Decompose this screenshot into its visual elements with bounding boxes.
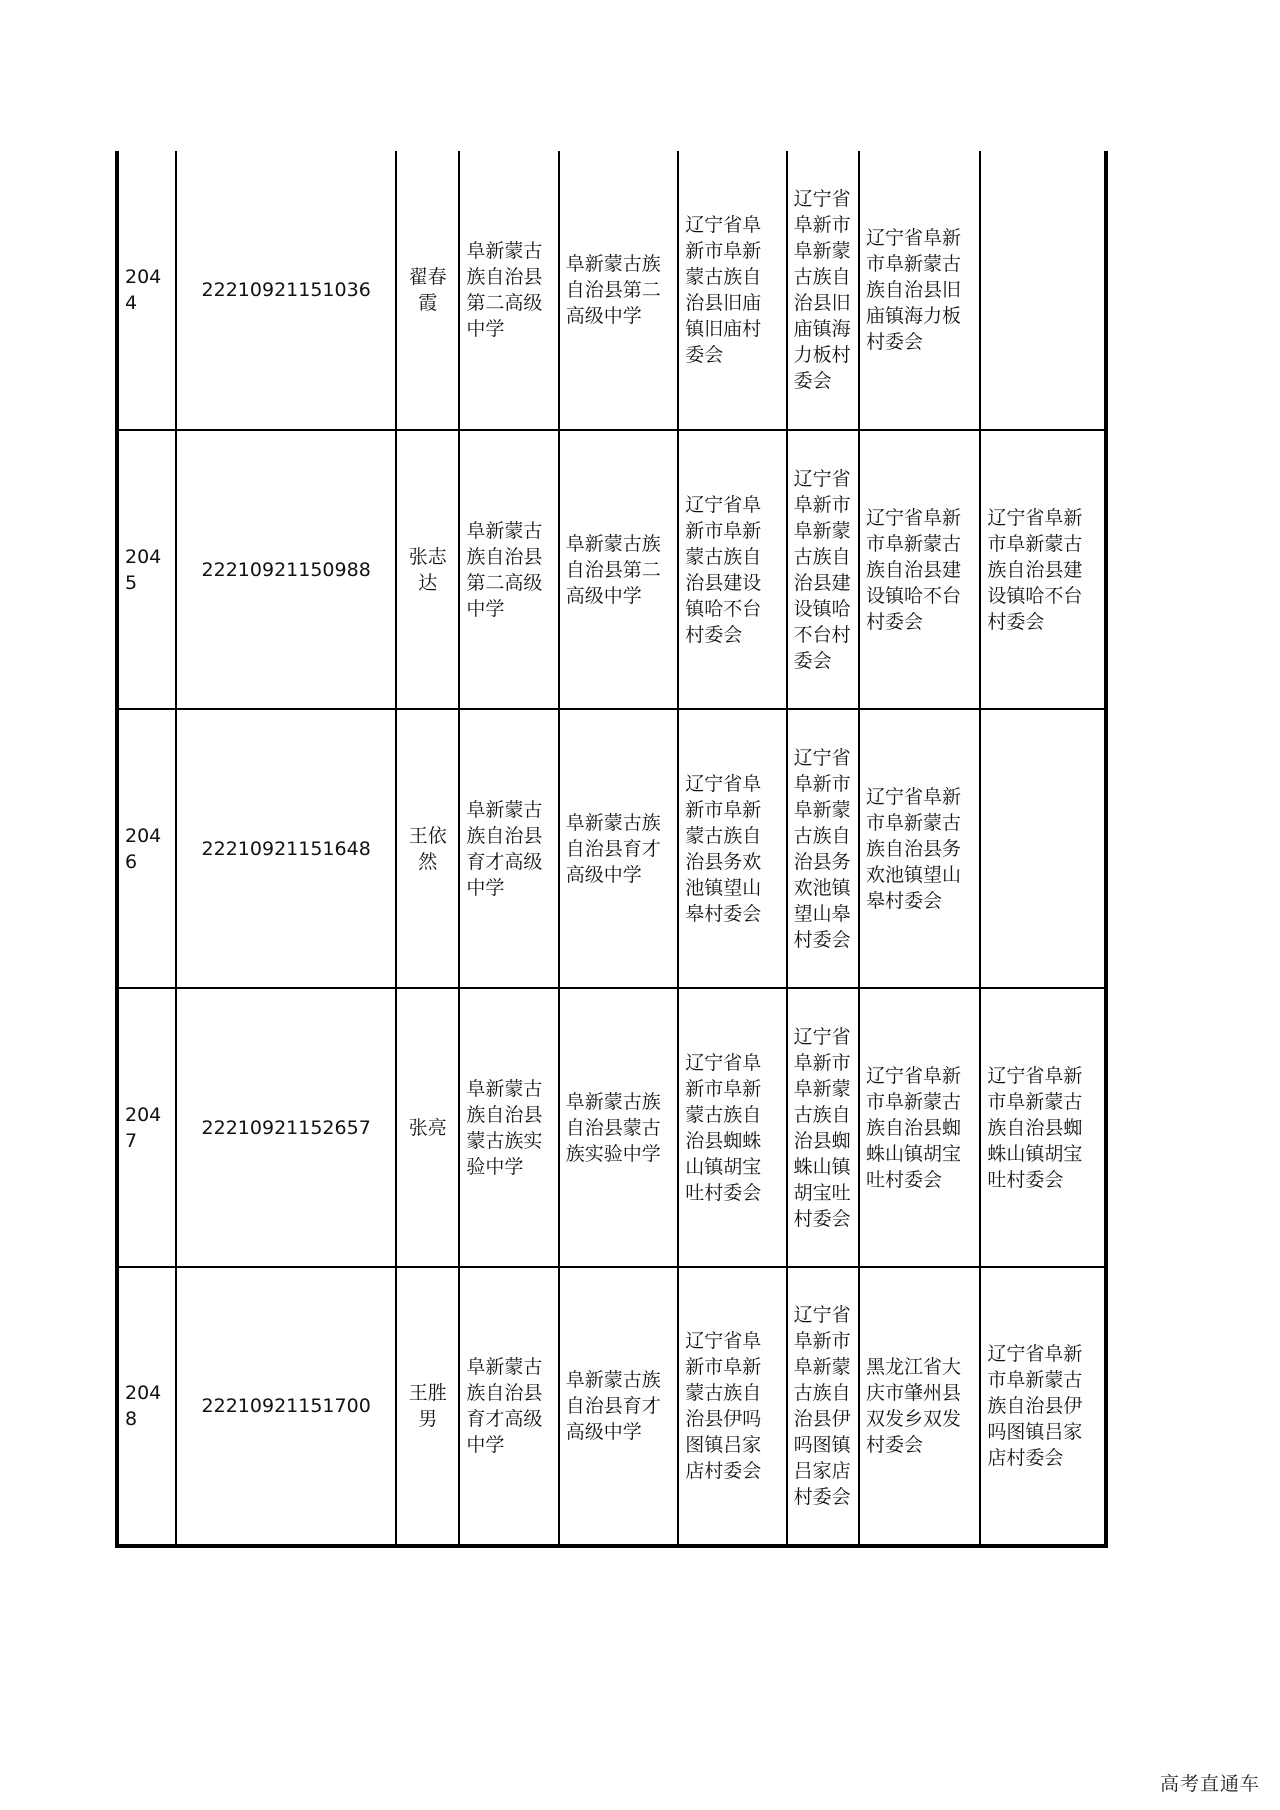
address-cell-1: 辽宁省阜新市阜新蒙古族自治县务欢池镇望山皋村委会 (678, 709, 786, 988)
address-cell-1: 辽宁省阜新市阜新蒙古族自治县建设镇哈不台村委会 (678, 430, 786, 709)
name-cell: 张亮 (396, 988, 459, 1267)
sequence-cell: 2047 (117, 988, 176, 1267)
school-cell-2: 阜新蒙古族自治县第二高级中学 (559, 430, 678, 709)
name-cell: 张志达 (396, 430, 459, 709)
address-cell-3: 辽宁省阜新市阜新蒙古族自治县建设镇哈不台村委会 (859, 430, 980, 709)
school-cell: 阜新蒙古族自治县育才高级中学 (459, 709, 558, 988)
address-cell-2: 辽宁省阜新市阜新蒙古族自治县伊吗图镇吕家店村委会 (787, 1267, 859, 1546)
school-cell: 阜新蒙古族自治县第二高级中学 (459, 151, 558, 430)
sequence-cell: 2045 (117, 430, 176, 709)
sequence-cell: 2046 (117, 709, 176, 988)
name-cell: 翟春霞 (396, 151, 459, 430)
address-cell-3: 辽宁省阜新市阜新蒙古族自治县蜘蛛山镇胡宝吐村委会 (859, 988, 980, 1267)
table-row (117, 988, 1106, 1267)
watermark-text: 高考直通车 (1159, 1773, 1260, 1795)
address-cell-4: 辽宁省阜新市阜新蒙古族自治县伊吗图镇吕家店村委会 (980, 1267, 1106, 1546)
school-cell: 阜新蒙古族自治县第二高级中学 (459, 430, 558, 709)
sequence-cell: 2048 (117, 1267, 176, 1546)
address-cell-3: 辽宁省阜新市阜新蒙古族自治县务欢池镇望山皋村委会 (859, 709, 980, 988)
id-number-cell: 22210921151648 (176, 709, 396, 988)
id-number-cell: 22210921150988 (176, 430, 396, 709)
address-cell-1: 辽宁省阜新市阜新蒙古族自治县伊吗图镇吕家店村委会 (678, 1267, 786, 1546)
school-cell-2: 阜新蒙古族自治县蒙古族实验中学 (559, 988, 678, 1267)
id-number-cell: 22210921151036 (176, 151, 396, 430)
address-cell-3: 黑龙江省大庆市肇州县双发乡双发村委会 (859, 1267, 980, 1546)
id-number-cell: 22210921152657 (176, 988, 396, 1267)
address-cell-2: 辽宁省阜新市阜新蒙古族自治县务欢池镇望山皋村委会 (787, 709, 859, 988)
name-cell: 王依然 (396, 709, 459, 988)
address-cell-1: 辽宁省阜新市阜新蒙古族自治县蜘蛛山镇胡宝吐村委会 (678, 988, 786, 1267)
address-cell-4 (980, 151, 1106, 430)
name-cell: 王胜男 (396, 1267, 459, 1546)
address-cell-2: 辽宁省阜新市阜新蒙古族自治县旧庙镇海力板村委会 (787, 151, 859, 430)
address-cell-4: 辽宁省阜新市阜新蒙古族自治县蜘蛛山镇胡宝吐村委会 (980, 988, 1106, 1267)
table-row (117, 151, 1106, 430)
address-cell-2: 辽宁省阜新市阜新蒙古族自治县建设镇哈不台村委会 (787, 430, 859, 709)
address-cell-3: 辽宁省阜新市阜新蒙古族自治县旧庙镇海力板村委会 (859, 151, 980, 430)
id-number-cell: 22210921151700 (176, 1267, 396, 1546)
school-cell: 阜新蒙古族自治县蒙古族实验中学 (459, 988, 558, 1267)
address-cell-4 (980, 709, 1106, 988)
school-cell-2: 阜新蒙古族自治县育才高级中学 (559, 1267, 678, 1546)
address-cell-2: 辽宁省阜新市阜新蒙古族自治县蜘蛛山镇胡宝吐村委会 (787, 988, 859, 1267)
roster-table (115, 151, 1108, 1548)
school-cell: 阜新蒙古族自治县育才高级中学 (459, 1267, 558, 1546)
school-cell-2: 阜新蒙古族自治县育才高级中学 (559, 709, 678, 988)
address-cell-1: 辽宁省阜新市阜新蒙古族自治县旧庙镇旧庙村委会 (678, 151, 786, 430)
table-row (117, 709, 1106, 988)
school-cell-2: 阜新蒙古族自治县第二高级中学 (559, 151, 678, 430)
table-row (117, 430, 1106, 709)
sequence-cell: 2044 (117, 151, 176, 430)
address-cell-4: 辽宁省阜新市阜新蒙古族自治县建设镇哈不台村委会 (980, 430, 1106, 709)
table-row (117, 1267, 1106, 1546)
